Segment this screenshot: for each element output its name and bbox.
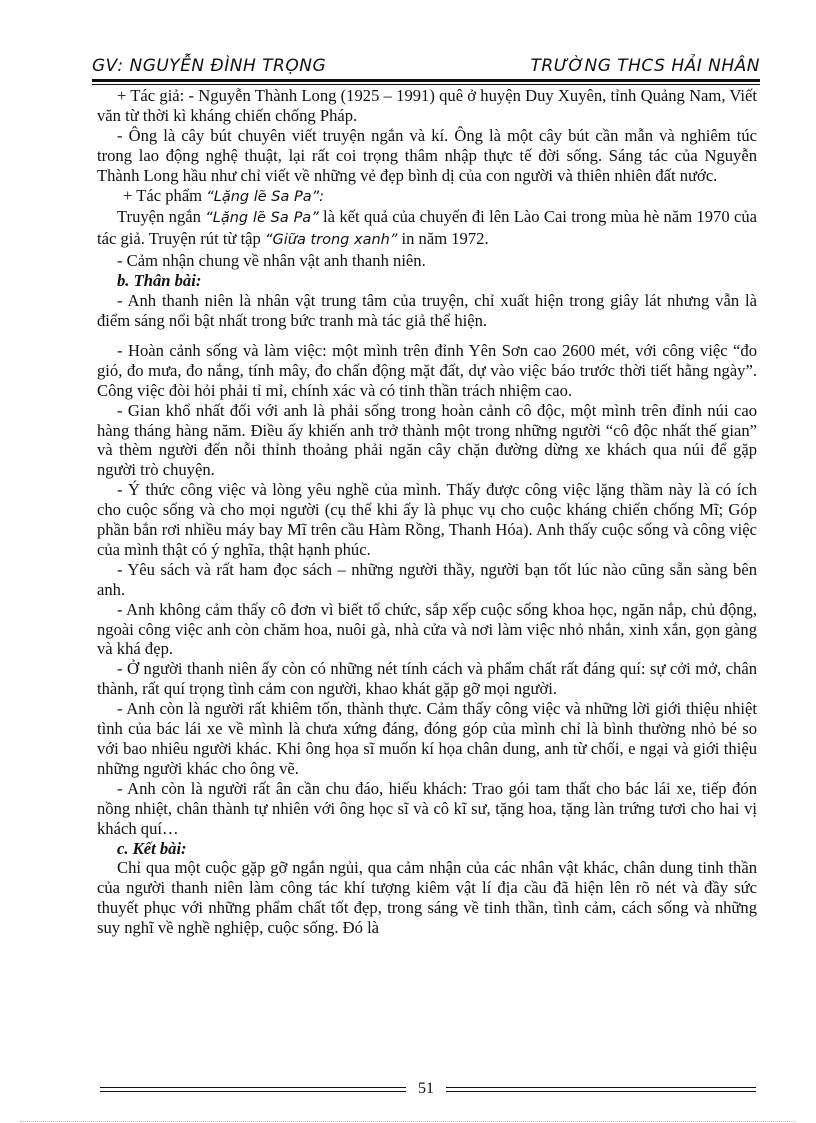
paragraph-author-style: - Ông là cây bút chuyên viết truyện ngắn và kí. Ông là một cây bút cần mẫn và nghiêm túc trong lao động nghệ thuật, lại rất coi trọng thâm nhập thực tế đời sống. Sáng tác của Nguyễn Thành Long hầu như chỉ viết về những vẻ đẹp bình dị của con người và thiên nhiên đất nước.	[97, 125, 757, 185]
header-school: TRƯỜNG THCS HẢI NHÂN	[530, 56, 760, 76]
paragraph-hospitality: - Anh còn là người rất ân cần chu đáo, hiếu khách: Trao gói tam thất cho bác lái xe, tiếp đón nồng nhiệt, chân thành tự nhiên với ông học sĩ và cô kĩ sư, tặng hoa, tặng làn trứng tươi cho hai vị khách quí…	[97, 778, 757, 838]
paragraph-modesty: - Anh còn là người rất khiêm tốn, thành thực. Cảm thấy công việc và những lời giới thiệu nhiệt tình của bác lái xe về mình là chưa xứng đáng, đóng góp của mình chỉ là bình thường nhỏ bé so với bao nhiêu người khác. Khi ông họa sĩ muốn kí họa chân dung, anh từ chối, e ngại và giới thiệu những người khác cho ông vẽ.	[97, 699, 757, 778]
paragraph-organized-life: - Anh không cảm thấy cô đơn vì biết tổ chức, sắp xếp cuộc sống khoa học, ngăn nắp, chủ động, ngoài công việc anh còn chăm hoa, nuôi gà, nhà cửa và nơi làm việc nhỏ nhắn, xinh xắn, gọn gàng và khá đẹp.	[97, 599, 757, 659]
paragraph-qualities: - Ở người thanh niên ấy còn có những nét tính cách và phẩm chất rất đáng quí: sự cởi mở, chân thành, rất quí trọng tình cảm con người, khao khát gặp gỡ mọi người.	[97, 659, 757, 699]
header-rule-thick	[92, 79, 760, 82]
footer-rule-right	[446, 1087, 756, 1088]
paragraph-hardship: - Gian khổ nhất đối với anh là phải sống trong hoàn cảnh cô độc, một mình trên đỉnh núi cao hàng tháng hàng năm. Điều ấy khiến anh trở thành một trong những người “cô độc nhất thế gian” và thèm người đến nỗi thỉnh thoảng phải ngăn cây chặn đường dừng xe khách qua núi để gặp người trò chuyện.	[97, 400, 757, 480]
paragraph-work-label: + Tác phẩm “Lặng lẽ Sa Pa”:	[123, 185, 325, 205]
paragraph-work-ethic: - Ý thức công việc và lòng yêu nghề của mình. Thấy được công việc lặng thầm này là có ích cho cuộc sống và cho mọi người (cụ thể khi ấy là phục vụ cho cuộc kháng chiến chống Mĩ; Góp phần bắn rơi nhiều máy bay Mĩ trên cầu Hàm Rồng, Thanh Hóa). Anh thấy cuộc sống và công việc của mình thật có ý nghĩa, thật hạnh phúc.	[97, 480, 757, 559]
heading-conclusion: c. Kết bài:	[117, 838, 187, 858]
paragraph-work-info: Truyện ngắn “Lặng lẽ Sa Pa” là kết quả của chuyến đi lên Lào Cai trong mùa hè năm 1970 của tác giả. Truyện rút từ tập “Giữa trong xanh” in năm 1972.	[97, 207, 757, 249]
header-rule-thin	[92, 84, 760, 85]
paragraph-general-impression: - Cảm nhận chung về nhân vật anh thanh niên.	[117, 251, 426, 271]
heading-body: b. Thân bài:	[117, 271, 202, 291]
footer-rule-left-2	[100, 1091, 406, 1092]
footer-rule-left	[100, 1087, 406, 1088]
page-number: 51	[418, 1080, 434, 1097]
page-bottom-dotted-line	[20, 1121, 796, 1122]
header-teacher: GV: NGUYỄN ĐÌNH TRỌNG	[92, 56, 327, 76]
paragraph-author: + Tác giả: - Nguyễn Thành Long (1925 – 1991) quê ở huyện Duy Xuyên, tỉnh Quảng Nam, Viết văn từ thời kì kháng chiến chống Pháp.	[97, 86, 757, 125]
page-header	[92, 52, 760, 80]
work-title: “Lặng lẽ Sa Pa”:	[206, 188, 325, 205]
paragraph-central-character: - Anh thanh niên là nhân vật trung tâm của truyện, chỉ xuất hiện trong giây lát nhưng vẫn là điểm sáng nổi bật nhất trong bức tranh mà tác giả thể hiện.	[97, 291, 757, 330]
document-body	[97, 86, 757, 938]
paragraph-reading: - Yêu sách và rất ham đọc sách – những người thầy, người bạn tốt lúc nào cũng sẵn sàng bên anh.	[97, 559, 757, 599]
footer-rule-right-2	[446, 1091, 756, 1092]
paragraph-conclusion: Chỉ qua một cuộc gặp gỡ ngắn ngủi, qua cảm nhận của các nhân vật khác, chân dung tinh thần của người thanh niên làm công tác khí tượng kiêm vật lí địa cầu đã hiện lên rõ nét và đầy sức thuyết phục với những phẩm chất tốt đẹp, trong sáng về tinh thần, tình cảm, cách sống và những suy nghĩ về nghề nghiệp, cuộc sống. Đó là	[97, 858, 757, 938]
paragraph-circumstances: - Hoàn cảnh sống và làm việc: một mình trên đỉnh Yên Sơn cao 2600 mét, với công việc “đo gió, đo mưa, đo nắng, tính mây, đo chấn động mặt đất, dự vào việc báo trước thời tiết hằng ngày”. Công việc đòi hỏi phải tỉ mỉ, chính xác và có tinh thần trách nhiệm cao.	[97, 340, 757, 400]
